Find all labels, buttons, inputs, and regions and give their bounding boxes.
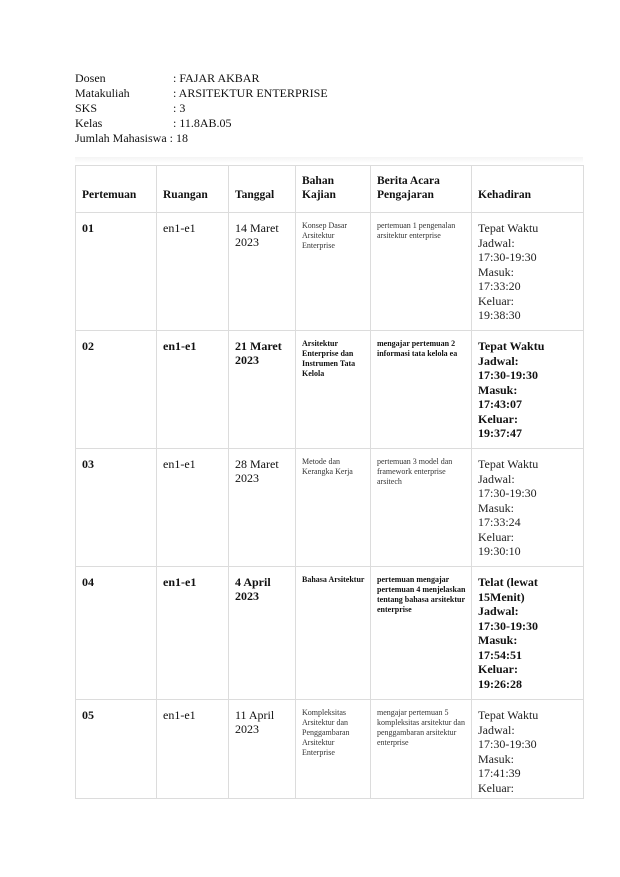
table-row xyxy=(76,331,584,449)
jumlah-label: Jumlah Mahasiswa xyxy=(75,131,167,145)
header-berita-acara: Berita Acara Pengajaran xyxy=(371,166,472,213)
ruangan-cell: en1-e1 xyxy=(163,221,196,235)
attendance-table xyxy=(75,165,584,799)
bahan-kajian-cell: Kompleksitas Arsitektur dan Penggambaran Arsitektur Enterprise xyxy=(302,708,350,757)
attendance-table-wrapper xyxy=(75,157,583,799)
pertemuan-cell: 02 xyxy=(82,339,94,353)
kehadiran-cell: Tepat Waktu Jadwal: 17:30-19:30 Masuk: 17:43:07 Keluar: 19:37:47 xyxy=(478,339,545,440)
table-row xyxy=(76,213,584,331)
table-row xyxy=(76,567,584,700)
berita-acara-cell: mengajar pertemuan 5 kompleksitas arsitektur dan penggambaran arsitektur enterprise xyxy=(377,708,465,747)
bahan-kajian-cell: Arsitektur Enterprise dan Instrumen Tata Kelola xyxy=(302,339,356,378)
tanggal-cell: 21 Maret 2023 xyxy=(235,339,282,367)
berita-acara-cell: mengajar pertemuan 2 informasi tata kelola ea xyxy=(377,339,458,358)
sks-label: SKS xyxy=(75,101,98,115)
kehadiran-cell: Tepat Waktu Jadwal: 17:30-19:30 Masuk: 17:41:39 Keluar: xyxy=(478,708,539,795)
matakuliah-value: : ARSITEKTUR ENTERPRISE xyxy=(173,86,328,100)
pertemuan-cell: 05 xyxy=(82,708,94,722)
tanggal-cell: 28 Maret 2023 xyxy=(235,457,279,485)
table-top-shade xyxy=(75,157,583,163)
ruangan-cell: en1-e1 xyxy=(163,708,196,722)
course-info xyxy=(75,71,328,146)
ruangan-cell: en1-e1 xyxy=(163,339,197,353)
berita-acara-cell: pertemuan 3 model dan framework enterprise arsitech xyxy=(377,457,453,486)
bahan-kajian-cell: Bahasa Arsitektur xyxy=(302,575,365,584)
kelas-value: : 11.8AB.05 xyxy=(173,116,232,130)
jumlah-value: : 18 xyxy=(169,131,188,145)
table-header-row xyxy=(76,166,584,213)
dosen-value: : FAJAR AKBAR xyxy=(173,71,260,85)
header-ruangan: Ruangan xyxy=(157,166,229,213)
berita-acara-cell: pertemuan mengajar pertemuan 4 menjelaskan tentang bahasa arsitektur enterprise xyxy=(377,575,466,614)
info-row-sks xyxy=(75,101,328,116)
bahan-kajian-cell: Metode dan Kerangka Kerja xyxy=(302,457,353,476)
bahan-kajian-cell: Konsep Dasar Arsitektur Enterprise xyxy=(302,221,348,250)
tanggal-cell: 14 Maret 2023 xyxy=(235,221,279,249)
info-row-matakuliah xyxy=(75,86,328,101)
ruangan-cell: en1-e1 xyxy=(163,575,197,589)
header-kehadiran: Kehadiran xyxy=(472,166,584,213)
pertemuan-cell: 03 xyxy=(82,457,94,471)
header-bahan-kajian: Bahan Kajian xyxy=(296,166,371,213)
dosen-label: Dosen xyxy=(75,71,106,85)
tanggal-cell: 4 April 2023 xyxy=(235,575,271,603)
kehadiran-cell: Tepat Waktu Jadwal: 17:30-19:30 Masuk: 17:33:20 Keluar: 19:38:30 xyxy=(478,221,539,322)
matakuliah-label: Matakuliah xyxy=(75,86,130,100)
info-row-jumlah xyxy=(75,131,328,146)
kelas-label: Kelas xyxy=(75,116,103,130)
pertemuan-cell: 04 xyxy=(82,575,94,589)
pertemuan-cell: 01 xyxy=(82,221,94,235)
table-row xyxy=(76,700,584,799)
header-pertemuan: Pertemuan xyxy=(76,166,157,213)
table-row xyxy=(76,449,584,567)
ruangan-cell: en1-e1 xyxy=(163,457,196,471)
info-row-kelas xyxy=(75,116,328,131)
info-row-dosen xyxy=(75,71,328,86)
header-tanggal: Tanggal xyxy=(229,166,296,213)
tanggal-cell: 11 April 2023 xyxy=(235,708,275,736)
kehadiran-cell: Telat (lewat 15Menit) Jadwal: 17:30-19:30 Masuk: 17:54:51 Keluar: 19:26:28 xyxy=(478,575,538,691)
sks-value: : 3 xyxy=(173,101,186,115)
kehadiran-cell: Tepat Waktu Jadwal: 17:30-19:30 Masuk: 17:33:24 Keluar: 19:30:10 xyxy=(478,457,539,558)
berita-acara-cell: pertemuan 1 pengenalan arsitektur enterprise xyxy=(377,221,456,240)
